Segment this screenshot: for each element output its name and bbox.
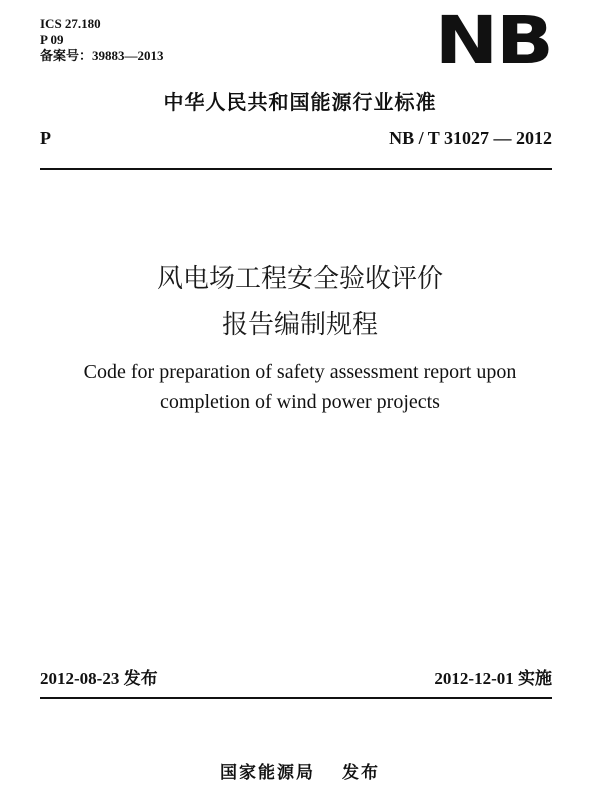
category-letter: P (40, 128, 51, 148)
nb-logo: NB (435, 2, 552, 79)
classification-block (40, 16, 164, 64)
standard-number: NB / T 31027 — 2012 (389, 128, 552, 148)
title-cn-line1: 风电场工程安全验收评价 (156, 264, 443, 294)
effective-date: 2012-12-01 实施 (434, 669, 552, 688)
ccs-code: P 09 (40, 32, 64, 47)
title-en-line2: completion of wind power projects (160, 391, 440, 413)
standard-type-header: 中华人民共和国能源行业标准 (163, 90, 437, 114)
record-number: 备案号：39883—2013 (40, 48, 164, 63)
issue-date: 2012-08-23 发布 (40, 669, 158, 688)
title-en-line1: Code for preparation of safety assessment report upon (83, 361, 517, 383)
issuing-authority: 国家能源局 发布 (220, 763, 380, 783)
title-cn-line2: 报告编制规程 (221, 310, 378, 340)
header-divider (40, 168, 552, 170)
ics-code: ICS 27.180 (40, 16, 101, 31)
footer-divider (40, 697, 552, 699)
